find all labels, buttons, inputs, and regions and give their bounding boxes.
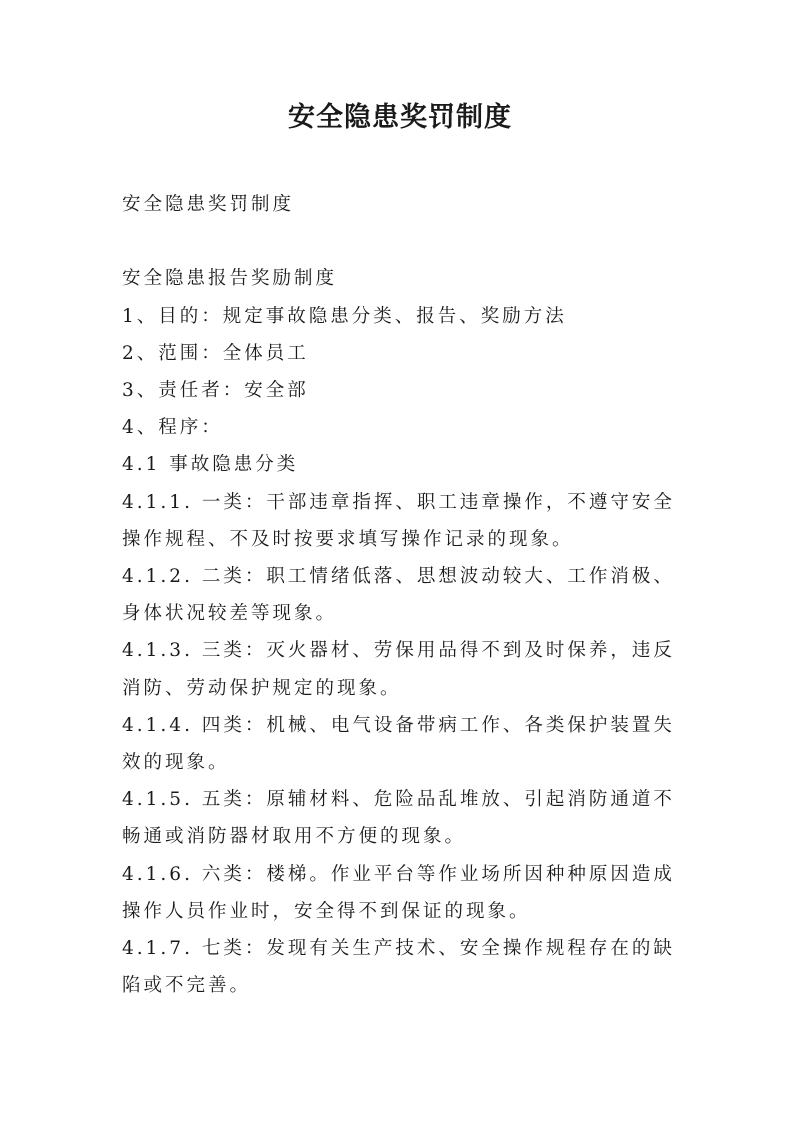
- document-title: 安全隐患奖罚制度: [288, 102, 512, 133]
- blank-line: [122, 223, 684, 260]
- paragraph-scope: 2、范围：全体员工: [122, 342, 309, 364]
- paragraph-class-2: 4.1.2. 二类：职工情绪低落、思想波动较大、工作消极、身体状况较差等现象。: [122, 566, 675, 625]
- paragraph-class-6: 4.1.6. 六类：楼梯。作业平台等作业场所因种种原因造成操作人员作业时，安全得不到保证的现象。: [122, 863, 675, 922]
- document-body: [122, 186, 684, 1004]
- subtitle-paragraph: 安全隐患奖罚制度: [122, 194, 295, 215]
- paragraph-class-1: 4.1.1. 一类：干部违章指挥、职工违章操作，不遵守安全操作规程、不及时按要求填写操作记录的现象。: [122, 491, 675, 550]
- paragraph-class-7: 4.1.7. 七类：发现有关生产技术、安全操作规程存在的缺陷或不完善。: [122, 938, 675, 997]
- paragraph-class-3: 4.1.3. 三类：灭火器材、劳保用品得不到及时保养，违反消防、劳动保护规定的现象。: [122, 640, 675, 699]
- paragraph-responsible: 3、责任者：安全部: [122, 380, 309, 401]
- paragraph-class-5: 4.1.5. 五类：原辅材料、危险品乱堆放、引起消防通道不畅通或消防器材取用不方便的现象。: [122, 789, 675, 848]
- section-heading: 安全隐患报告奖励制度: [122, 268, 338, 290]
- paragraph-purpose: 1、目的：规定事故隐患分类、报告、奖励方法: [122, 305, 567, 327]
- paragraph-procedure: 4、程序：: [122, 417, 223, 439]
- paragraph-classification: 4.1 事故隐患分类: [122, 454, 299, 476]
- paragraph-class-4: 4.1.4. 四类：机械、电气设备带病工作、各类保护装置失效的现象。: [122, 714, 675, 774]
